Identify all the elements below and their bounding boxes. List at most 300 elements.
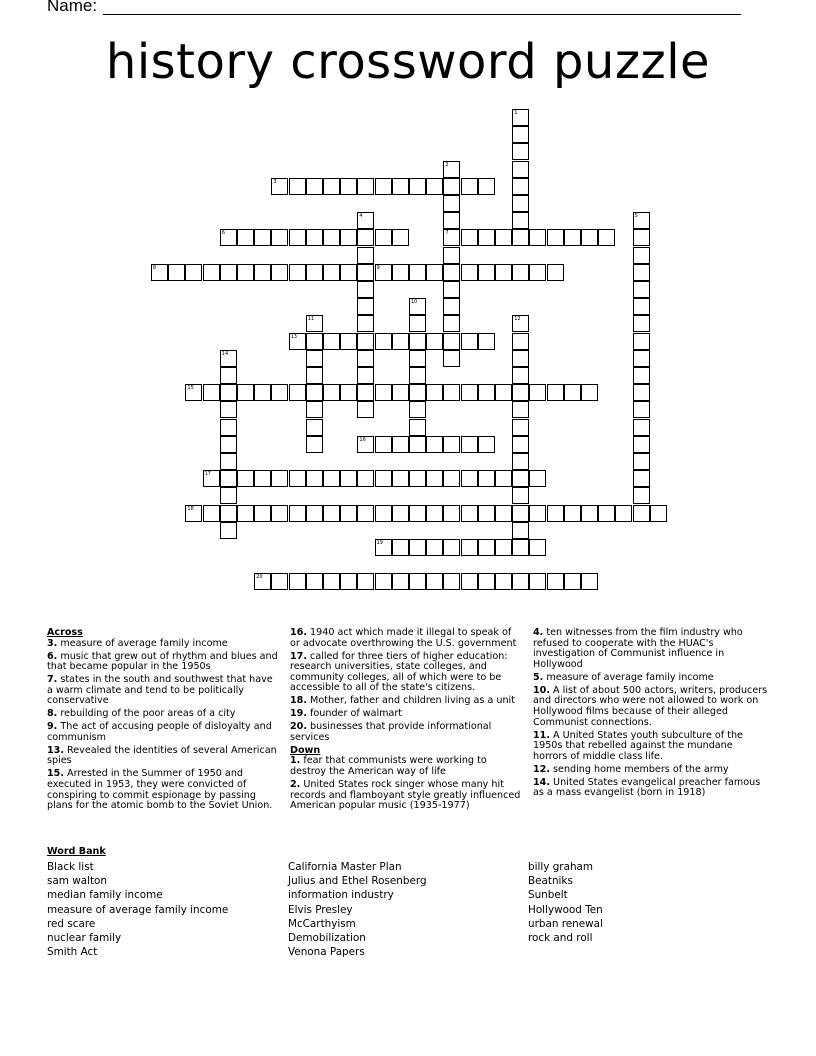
grid-cell[interactable]: [357, 367, 374, 384]
grid-cell[interactable]: [271, 505, 288, 522]
word-bank-column-3: [528, 860, 603, 945]
grid-cell[interactable]: [529, 539, 546, 556]
grid-cell[interactable]: [512, 264, 529, 281]
grid-cell[interactable]: [633, 505, 650, 522]
grid-cell[interactable]: [443, 333, 460, 350]
grid-cell[interactable]: [650, 505, 667, 522]
grid-cell[interactable]: [306, 419, 323, 436]
grid-cell[interactable]: [357, 229, 374, 246]
grid-cell[interactable]: [443, 315, 460, 332]
grid-cell[interactable]: [495, 539, 512, 556]
clue-item: 8. rebuilding of the poor areas of a city: [47, 708, 236, 720]
grid-cell[interactable]: [461, 229, 478, 246]
grid-cell[interactable]: [443, 436, 460, 453]
grid-cell[interactable]: [289, 264, 306, 281]
grid-cell[interactable]: [409, 436, 426, 453]
grid-cell[interactable]: [426, 470, 443, 487]
grid-cell[interactable]: [633, 247, 650, 264]
grid-cell[interactable]: [271, 573, 288, 590]
clue-number: 11: [307, 316, 315, 323]
grid-cell[interactable]: [409, 384, 426, 401]
grid-cell[interactable]: [633, 419, 650, 436]
grid-cell[interactable]: [409, 505, 426, 522]
grid-cell[interactable]: [529, 264, 546, 281]
clue-item: 7. states in the south and southwest that have a warm climate and tend to be politically conservative: [47, 674, 273, 707]
grid-cell[interactable]: [512, 384, 529, 401]
grid-cell[interactable]: [340, 505, 357, 522]
clue-item: 15. Arrested in the Summer of 1950 and executed in 1953, they were convicted of conspiring to commit espionage by passing plans for the atomic bomb to the Soviet Union.: [47, 768, 273, 812]
word-bank-item: billy graham: [528, 861, 594, 873]
grid-cell[interactable]: [443, 505, 460, 522]
page-title: history crossword puzzle: [105, 34, 711, 90]
grid-cell[interactable]: [443, 161, 460, 178]
grid-cell[interactable]: [306, 229, 323, 246]
grid-cell[interactable]: [512, 109, 529, 126]
grid-cell[interactable]: [323, 229, 340, 246]
grid-cell[interactable]: [512, 436, 529, 453]
grid-cell[interactable]: [495, 229, 512, 246]
grid-cell[interactable]: [203, 264, 220, 281]
clue-number: 9: [376, 264, 380, 271]
grid-cell[interactable]: [512, 315, 529, 332]
grid-cell[interactable]: [633, 350, 650, 367]
grid-cell[interactable]: [512, 350, 529, 367]
grid-cell[interactable]: [237, 229, 254, 246]
grid-cell[interactable]: [340, 264, 357, 281]
grid-cell[interactable]: [409, 264, 426, 281]
grid-cell[interactable]: [375, 178, 392, 195]
grid-cell[interactable]: [357, 315, 374, 332]
grid-cell[interactable]: [271, 229, 288, 246]
clue-number: 5: [634, 213, 638, 220]
grid-cell[interactable]: [564, 505, 581, 522]
grid-cell[interactable]: [633, 367, 650, 384]
grid-cell[interactable]: [478, 333, 495, 350]
grid-cell[interactable]: [357, 247, 374, 264]
grid-cell[interactable]: [426, 436, 443, 453]
clue-number: 10: [411, 299, 418, 306]
grid-cell[interactable]: [443, 539, 460, 556]
grid-cell[interactable]: [254, 573, 271, 590]
grid-cell[interactable]: [426, 505, 443, 522]
grid-cell[interactable]: [512, 522, 529, 539]
grid-cell[interactable]: [461, 470, 478, 487]
grid-cell[interactable]: [203, 384, 220, 401]
grid-cell[interactable]: [633, 384, 650, 401]
word-bank-item: rock and roll: [528, 932, 593, 945]
grid-cell[interactable]: [220, 487, 237, 504]
grid-cell[interactable]: [512, 401, 529, 418]
grid-cell[interactable]: [478, 384, 495, 401]
clue-number: 12: [514, 316, 521, 323]
grid-cell[interactable]: [633, 470, 650, 487]
grid-cell[interactable]: [512, 229, 529, 246]
grid-cell[interactable]: [426, 333, 443, 350]
grid-cell[interactable]: [478, 178, 495, 195]
grid-cell[interactable]: [306, 470, 323, 487]
clue-item: 13. Revealed the identities of several American spies: [47, 744, 277, 767]
grid-cell[interactable]: [547, 264, 564, 281]
grid-cell[interactable]: [271, 384, 288, 401]
grid-cell[interactable]: [409, 315, 426, 332]
grid-cell[interactable]: [375, 264, 392, 281]
clue-item: 10. A list of about 500 actors, writers, producers and directors who were not allowed to work on Hollywood films because of their alleged Communist connections.: [533, 684, 768, 728]
clue-number: 3: [273, 178, 277, 185]
grid-cell[interactable]: [633, 487, 650, 504]
grid-cell[interactable]: [478, 505, 495, 522]
word-bank-item: McCarthyism: [288, 917, 356, 930]
grid-cell[interactable]: [461, 384, 478, 401]
grid-cell[interactable]: [512, 470, 529, 487]
grid-cell[interactable]: [512, 505, 529, 522]
clue-item: 14. United States evangelical preacher famous as a mass evangelist (born in 1918): [533, 776, 761, 799]
grid-cell[interactable]: [185, 264, 202, 281]
grid-cell[interactable]: [323, 470, 340, 487]
grid-cell[interactable]: [220, 419, 237, 436]
grid-cell[interactable]: [409, 178, 426, 195]
grid-cell[interactable]: [375, 539, 392, 556]
grid-cell[interactable]: [289, 178, 306, 195]
grid-cell[interactable]: [495, 505, 512, 522]
grid-cell[interactable]: [289, 333, 306, 350]
grid-cell[interactable]: [495, 573, 512, 590]
grid-cell[interactable]: [426, 264, 443, 281]
grid-cell[interactable]: [185, 384, 202, 401]
grid-cell[interactable]: [306, 436, 323, 453]
grid-cell[interactable]: [461, 505, 478, 522]
grid-cell[interactable]: [461, 436, 478, 453]
grid-cell[interactable]: [443, 350, 460, 367]
grid-cell[interactable]: [461, 539, 478, 556]
grid-cell[interactable]: [237, 470, 254, 487]
grid-cell[interactable]: [357, 264, 374, 281]
grid-cell[interactable]: [254, 384, 271, 401]
grid-cell[interactable]: [547, 573, 564, 590]
grid-cell[interactable]: [185, 505, 202, 522]
grid-cell[interactable]: [478, 264, 495, 281]
grid-cell[interactable]: [220, 350, 237, 367]
clue-number: 1: [514, 110, 518, 116]
grid-cell[interactable]: [323, 178, 340, 195]
grid-cell[interactable]: [495, 384, 512, 401]
grid-cell[interactable]: [392, 470, 409, 487]
grid-cell[interactable]: [289, 384, 306, 401]
grid-cell[interactable]: [340, 470, 357, 487]
grid-cell[interactable]: [564, 384, 581, 401]
grid-cell[interactable]: [306, 264, 323, 281]
grid-cell[interactable]: [237, 264, 254, 281]
grid-cell[interactable]: [426, 573, 443, 590]
grid-cell[interactable]: [512, 539, 529, 556]
grid-cell[interactable]: [564, 229, 581, 246]
grid-cell[interactable]: [633, 281, 650, 298]
clue-number: 19: [376, 540, 383, 546]
clue-item: 16. 1940 act which made it illegal to speak of or advocate overthrowing the U.S. government: [290, 627, 517, 649]
grid-cell[interactable]: [306, 367, 323, 384]
grid-cell[interactable]: [306, 178, 323, 195]
word-bank-item: California Master Plan: [288, 861, 402, 873]
grid-cell[interactable]: [392, 229, 409, 246]
name-underline[interactable]: [103, 14, 741, 15]
clue-number: 4: [359, 213, 363, 220]
word-bank-item: Beatniks: [528, 875, 573, 888]
grid-cell[interactable]: [633, 453, 650, 470]
grid-cell[interactable]: [461, 264, 478, 281]
grid-cell[interactable]: [633, 436, 650, 453]
grid-cell[interactable]: [220, 453, 237, 470]
grid-cell[interactable]: [443, 178, 460, 195]
grid-cell[interactable]: [357, 384, 374, 401]
grid-cell[interactable]: [598, 229, 615, 246]
grid-cell[interactable]: [392, 505, 409, 522]
grid-cell[interactable]: [426, 384, 443, 401]
grid-cell[interactable]: [581, 384, 598, 401]
grid-cell[interactable]: [512, 573, 529, 590]
grid-cell[interactable]: [220, 229, 237, 246]
grid-cell[interactable]: [443, 212, 460, 229]
grid-cell[interactable]: [478, 539, 495, 556]
grid-cell[interactable]: [289, 573, 306, 590]
grid-cell[interactable]: [633, 212, 650, 229]
grid-cell[interactable]: [512, 126, 529, 143]
grid-cell[interactable]: [581, 229, 598, 246]
grid-cell[interactable]: [495, 264, 512, 281]
grid-cell[interactable]: [357, 436, 374, 453]
grid-cell[interactable]: [581, 505, 598, 522]
grid-cell[interactable]: [289, 470, 306, 487]
grid-cell[interactable]: [512, 487, 529, 504]
grid-cell[interactable]: [443, 470, 460, 487]
grid-cell[interactable]: [220, 522, 237, 539]
grid-cell[interactable]: [581, 573, 598, 590]
clue-number: 20: [256, 574, 263, 581]
grid-cell[interactable]: [409, 419, 426, 436]
grid-cell[interactable]: [203, 505, 220, 522]
grid-cell[interactable]: [409, 367, 426, 384]
grid-cell[interactable]: [461, 333, 478, 350]
grid-cell[interactable]: [478, 436, 495, 453]
grid-cell[interactable]: [478, 470, 495, 487]
grid-cell[interactable]: [443, 264, 460, 281]
grid-cell[interactable]: [478, 573, 495, 590]
grid-cell[interactable]: [357, 178, 374, 195]
grid-cell[interactable]: [615, 505, 632, 522]
grid-cell[interactable]: [357, 281, 374, 298]
grid-cell[interactable]: [323, 505, 340, 522]
grid-cell[interactable]: [512, 212, 529, 229]
grid-cell[interactable]: [220, 264, 237, 281]
grid-cell[interactable]: [633, 315, 650, 332]
grid-cell[interactable]: [461, 178, 478, 195]
grid-cell[interactable]: [271, 264, 288, 281]
grid-cell[interactable]: [271, 178, 288, 195]
grid-cell[interactable]: [392, 573, 409, 590]
grid-cell[interactable]: [443, 298, 460, 315]
grid-cell[interactable]: [409, 298, 426, 315]
grid-cell[interactable]: [512, 333, 529, 350]
grid-cell[interactable]: [512, 453, 529, 470]
grid-cell[interactable]: [512, 178, 529, 195]
grid-cell[interactable]: [409, 350, 426, 367]
clue-item: 4. ten witnesses from the film industry who refused to cooperate with the HUAC's investigation of Communist influence in Hollywood: [533, 627, 743, 670]
grid-cell[interactable]: [168, 264, 185, 281]
grid-cell[interactable]: [357, 298, 374, 315]
grid-cell[interactable]: [306, 315, 323, 332]
grid-cell[interactable]: [409, 401, 426, 418]
grid-cell[interactable]: [375, 229, 392, 246]
clues-column-3: [533, 628, 769, 801]
grid-cell[interactable]: [323, 573, 340, 590]
grid-cell[interactable]: [375, 384, 392, 401]
grid-cell[interactable]: [237, 384, 254, 401]
grid-cell[interactable]: [512, 161, 529, 178]
grid-cell[interactable]: [547, 384, 564, 401]
grid-cell[interactable]: [547, 229, 564, 246]
word-bank-item: sam walton: [47, 875, 107, 888]
grid-cell[interactable]: [323, 333, 340, 350]
word-bank-item: Elvis Presley: [288, 903, 353, 916]
grid-cell[interactable]: [461, 573, 478, 590]
grid-cell[interactable]: [443, 384, 460, 401]
clue-item: 9. The act of accusing people of disloyalty and communism: [47, 721, 272, 743]
word-bank-heading: Word Bank: [47, 846, 106, 857]
grid-cell[interactable]: [564, 573, 581, 590]
grid-cell[interactable]: [220, 384, 237, 401]
word-bank-item: Smith Act: [47, 946, 98, 959]
grid-cell[interactable]: [529, 470, 546, 487]
grid-cell[interactable]: [340, 573, 357, 590]
grid-cell[interactable]: [443, 573, 460, 590]
grid-cell[interactable]: [598, 505, 615, 522]
grid-cell[interactable]: [220, 436, 237, 453]
grid-cell[interactable]: [254, 229, 271, 246]
grid-cell[interactable]: [254, 264, 271, 281]
grid-cell[interactable]: [306, 573, 323, 590]
grid-cell[interactable]: [409, 573, 426, 590]
clue-number: 6: [221, 230, 225, 237]
grid-cell[interactable]: [357, 401, 374, 418]
word-bank-item: Sunbelt: [528, 889, 568, 902]
grid-cell[interactable]: [254, 505, 271, 522]
grid-cell[interactable]: [392, 436, 409, 453]
grid-cell[interactable]: [375, 573, 392, 590]
clue-number: 8: [153, 264, 157, 271]
grid-cell[interactable]: [495, 470, 512, 487]
grid-cell[interactable]: [357, 212, 374, 229]
clue-item: 11. A United States youth subculture of the 1950s that rebelled against the mundane horrors of middle class life.: [533, 729, 743, 762]
clue-item: 19. founder of walmart: [290, 708, 403, 720]
grid-cell[interactable]: [340, 178, 357, 195]
grid-cell[interactable]: [443, 281, 460, 298]
grid-cell[interactable]: [306, 350, 323, 367]
grid-cell[interactable]: [392, 264, 409, 281]
word-bank-item: Julius and Ethel Rosenberg: [288, 875, 427, 888]
grid-cell[interactable]: [512, 367, 529, 384]
word-bank-item: Demobilization: [288, 932, 366, 945]
grid-cell[interactable]: [512, 195, 529, 212]
grid-cell[interactable]: [357, 333, 374, 350]
grid-cell[interactable]: [529, 384, 546, 401]
grid-cell[interactable]: [633, 401, 650, 418]
grid-cell[interactable]: [633, 264, 650, 281]
clue-number: 7: [445, 230, 449, 237]
grid-cell[interactable]: [323, 264, 340, 281]
clue-item: 5. measure of average family income: [533, 671, 714, 683]
word-bank-item: urban renewal: [528, 917, 603, 930]
grid-cell[interactable]: [375, 436, 392, 453]
grid-cell[interactable]: [409, 470, 426, 487]
grid-cell[interactable]: [512, 143, 529, 160]
grid-cell[interactable]: [220, 401, 237, 418]
grid-cell[interactable]: [529, 505, 546, 522]
grid-cell[interactable]: [220, 505, 237, 522]
grid-cell[interactable]: [443, 247, 460, 264]
grid-cell[interactable]: [357, 470, 374, 487]
clue-item: 3. measure of average family income: [47, 637, 228, 649]
grid-cell[interactable]: [633, 229, 650, 246]
grid-cell[interactable]: [392, 384, 409, 401]
word-bank-column-1: [47, 860, 228, 959]
grid-cell[interactable]: [340, 333, 357, 350]
grid-cell[interactable]: [409, 333, 426, 350]
grid-cell[interactable]: [547, 505, 564, 522]
across-heading: Across: [47, 627, 83, 638]
grid-cell[interactable]: [340, 229, 357, 246]
clue-item: 18. Mother, father and children living as a unit: [290, 695, 515, 707]
grid-cell[interactable]: [340, 384, 357, 401]
grid-cell[interactable]: [529, 229, 546, 246]
grid-cell[interactable]: [529, 573, 546, 590]
grid-cell[interactable]: [392, 333, 409, 350]
grid-cell[interactable]: [392, 178, 409, 195]
grid-cell[interactable]: [375, 333, 392, 350]
grid-cell[interactable]: [289, 229, 306, 246]
grid-cell[interactable]: [478, 229, 495, 246]
grid-cell[interactable]: [237, 505, 254, 522]
grid-cell[interactable]: [323, 384, 340, 401]
grid-cell[interactable]: [512, 419, 529, 436]
grid-cell[interactable]: [306, 505, 323, 522]
grid-cell[interactable]: [306, 333, 323, 350]
grid-cell[interactable]: [357, 573, 374, 590]
word-bank-item: Venona Papers: [288, 946, 365, 959]
grid-cell[interactable]: [306, 384, 323, 401]
grid-cell[interactable]: [409, 539, 426, 556]
grid-cell[interactable]: [633, 298, 650, 315]
grid-cell[interactable]: [306, 401, 323, 418]
grid-cell[interactable]: [443, 229, 460, 246]
grid-cell[interactable]: [254, 470, 271, 487]
grid-cell[interactable]: [220, 470, 237, 487]
word-bank-item: information industry: [288, 889, 394, 902]
grid-cell[interactable]: [357, 350, 374, 367]
grid-cell[interactable]: [289, 505, 306, 522]
grid-cell[interactable]: [375, 470, 392, 487]
grid-cell[interactable]: [271, 470, 288, 487]
grid-cell[interactable]: [633, 333, 650, 350]
clue-number: 16: [359, 436, 366, 443]
grid-cell[interactable]: [392, 539, 409, 556]
grid-cell[interactable]: [426, 178, 443, 195]
word-bank-column-2: [288, 860, 427, 959]
grid-cell[interactable]: [151, 264, 168, 281]
grid-cell[interactable]: [357, 505, 374, 522]
grid-cell[interactable]: [375, 505, 392, 522]
grid-cell[interactable]: [443, 195, 460, 212]
grid-cell[interactable]: [426, 539, 443, 556]
grid-cell[interactable]: [203, 470, 220, 487]
grid-cell[interactable]: [220, 367, 237, 384]
